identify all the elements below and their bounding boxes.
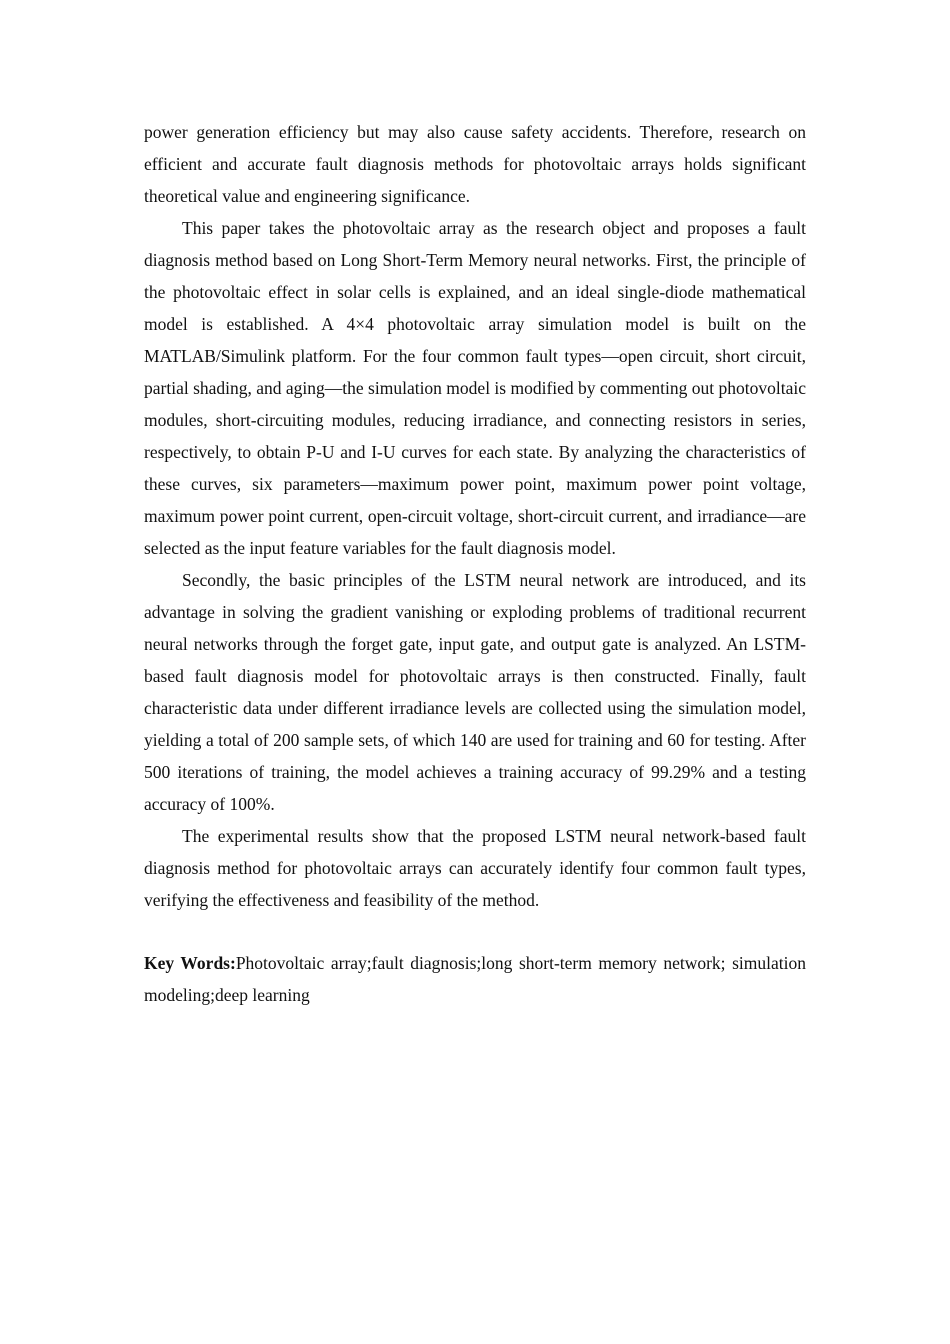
- keywords-line: [144, 947, 806, 1011]
- abstract-paragraph-results: The experimental results show that the proposed LSTM neural network-based fault diagnosis method for photovoltaic arrays can accurately identify four common fault types, verifying the effectiveness and feasibility of the method.: [144, 826, 806, 910]
- abstract-paragraph-method: This paper takes the photovoltaic array as the research object and proposes a fault diagnosis method based on Long Short-Term Memory neural networks. First, the principle of the photovoltaic effect in solar cells is explained, and an ideal single-diode mathematical model is established. A 4×4 photovoltaic array simulation model is built on the MATLAB/Simulink platform. For the four common fault types—open circuit, short circuit, partial shading, and aging—the simulation model is modified by commenting out photovoltaic modules, short-circuiting modules, reducing irradiance, and connecting resistors in series, respectively, to obtain P-U and I-U curves for each state. By analyzing the characteristics of these curves, six parameters—maximum power point, maximum power point voltage, maximum power point current, open-circuit voltage, short-circuit current, and irradiance—are selected as the input feature variables for the fault diagnosis model.: [144, 218, 806, 558]
- abstract-paragraph-lstm: Secondly, the basic principles of the LSTM neural network are introduced, and its advantage in solving the gradient vanishing or exploding problems of traditional recurrent neural networks through the forget gate, input gate, and output gate is analyzed. An LSTM-based fault diagnosis model for photovoltaic arrays is then constructed. Finally, fault characteristic data under different irradiance levels are collected using the simulation model, yielding a total of 200 sample sets, of which 140 are used for training and 60 for testing. After 500 iterations of training, the model achieves a training accuracy of 99.29% and a testing accuracy of 100%.: [144, 570, 806, 814]
- abstract-paragraph-continued: power generation efficiency but may also cause safety accidents. Therefore, research on efficient and accurate fault diagnosis methods for photovoltaic arrays holds significant theoretical value and engineering significance.: [144, 122, 806, 206]
- keywords-label: Key Words:: [144, 953, 236, 973]
- keywords-text: Photovoltaic array;fault diagnosis;long short-term memory network; simulation modeling;deep learning: [144, 953, 806, 1005]
- abstract-body: [144, 116, 806, 1011]
